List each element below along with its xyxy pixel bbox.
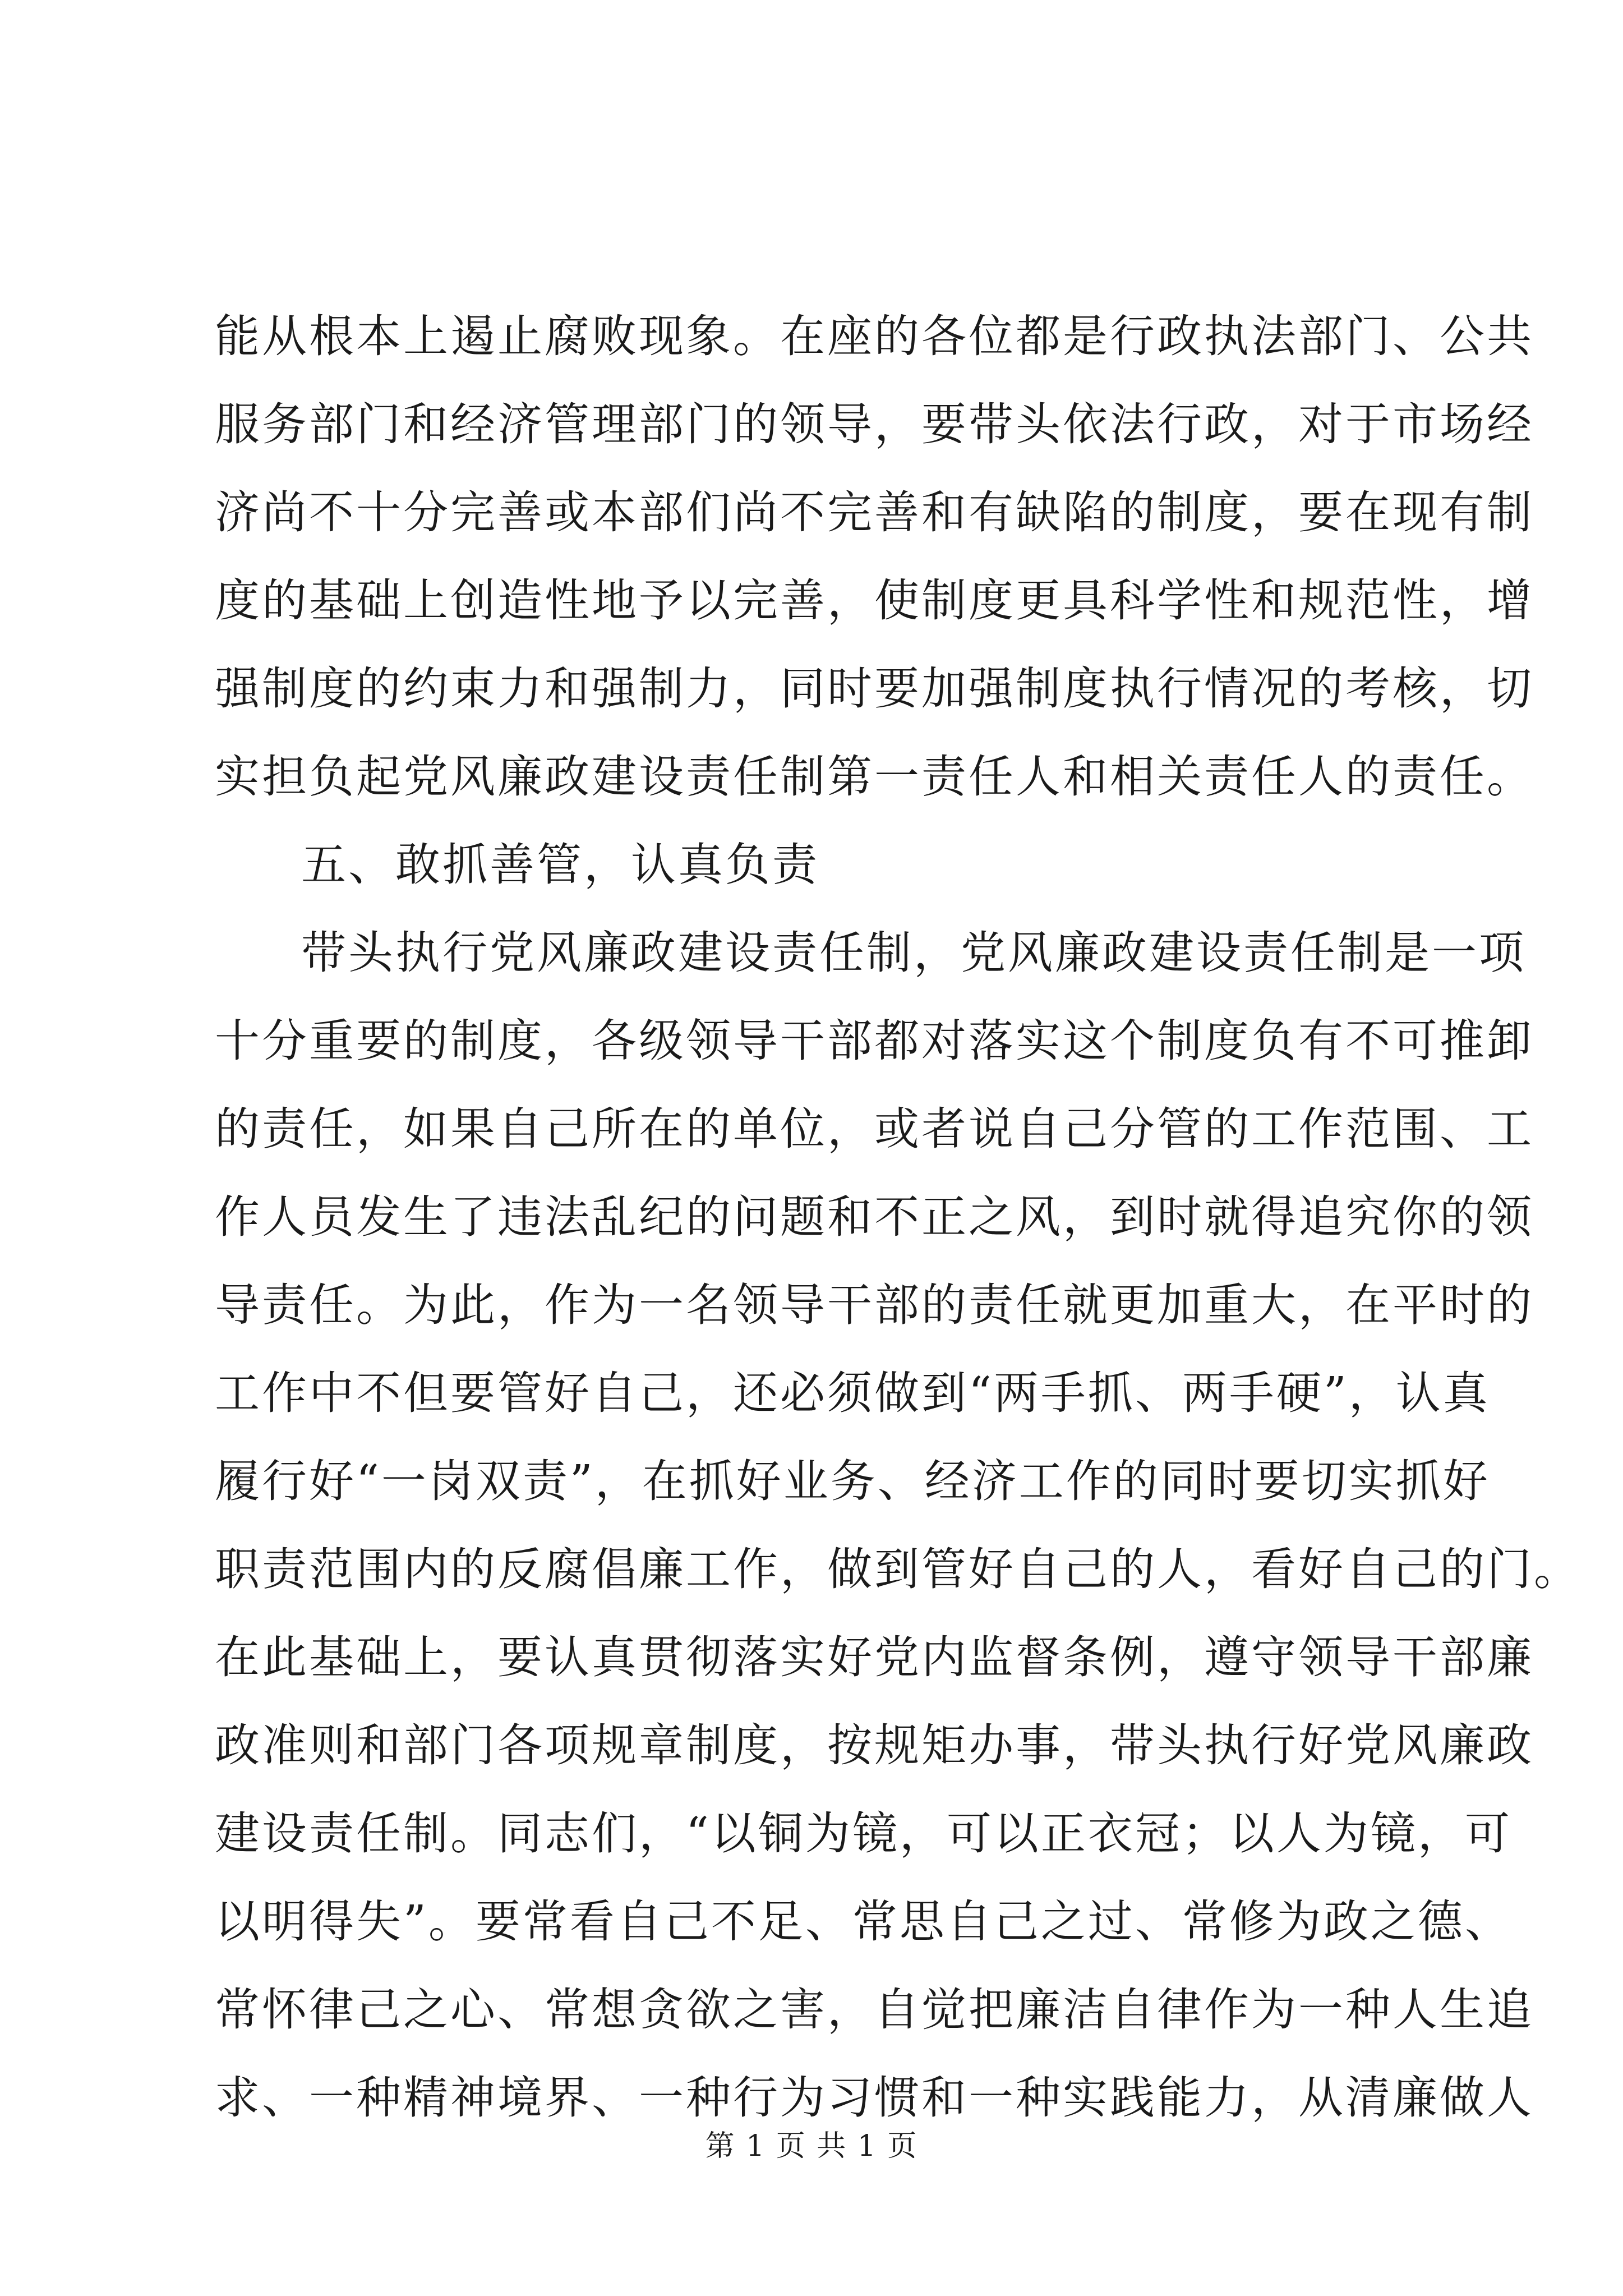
text-line: 作人员发生了违法乱纪的问题和不正之风，到时就得追究你的领 (215, 1191, 1534, 1243)
text-line: 政准则和部门各项规章制度，按规矩办事，带头执行好党风廉政 (215, 1719, 1534, 1772)
text-line: 度的基础上创造性地予以完善，使制度更具科学性和规范性，增 (215, 574, 1534, 627)
text-line: 履行好“一岗双责”，在抓好业务、经济工作的同时要切实抓好 (215, 1455, 1490, 1507)
text-line: 以明得失”。要常看自己不足、常思自己之过、常修为政之德、 (215, 1895, 1512, 1948)
page-footer: 第 1 页 共 1 页 (705, 2129, 918, 2163)
section-heading: 五、敢抓善管，认真负责 (301, 839, 819, 891)
text-line: 强制度的约束力和强制力，同时要加强制度执行情况的考核，切 (215, 662, 1534, 715)
text-line: 求、一种精神境界、一种行为习惯和一种实践能力，从清廉做人 (215, 2072, 1534, 2124)
text-line: 职责范围内的反腐倡廉工作，做到管好自己的人，看好自己的门。 (215, 1543, 1581, 1595)
text-line: 导责任。为此，作为一名领导干部的责任就更加重大，在平时的 (215, 1279, 1534, 1331)
text-line: 服务部门和经济管理部门的领导，要带头依法行政，对于市场经 (215, 398, 1534, 450)
text-line: 在此基础上，要认真贯彻落实好党内监督条例，遵守领导干部廉 (215, 1631, 1534, 1683)
text-line: 能从根本上遏止腐败现象。在座的各位都是行政执法部门、公共 (215, 310, 1534, 362)
text-line: 十分重要的制度，各级领导干部都对落实这个制度负有不可推卸 (215, 1015, 1534, 1067)
text-line: 工作中不但要管好自己，还必须做到“两手抓、两手硬”，认真 (215, 1367, 1490, 1419)
text-line: 常怀律己之心、常想贪欲之害，自觉把廉洁自律作为一种人生追 (215, 1984, 1534, 2036)
text-line: 建设责任制。同志们，“以铜为镜，可以正衣冠；以人为镜，可 (215, 1807, 1512, 1860)
text-line: 带头执行党风廉政建设责任制，党风廉政建设责任制是一项 (301, 927, 1526, 979)
text-line: 济尚不十分完善或本部们尚不完善和有缺陷的制度，要在现有制 (215, 486, 1534, 539)
text-line: 的责任，如果自己所在的单位，或者说自己分管的工作范围、工 (215, 1103, 1534, 1155)
text-line: 实担负起党风廉政建设责任制第一责任人和相关责任人的责任。 (215, 751, 1534, 803)
